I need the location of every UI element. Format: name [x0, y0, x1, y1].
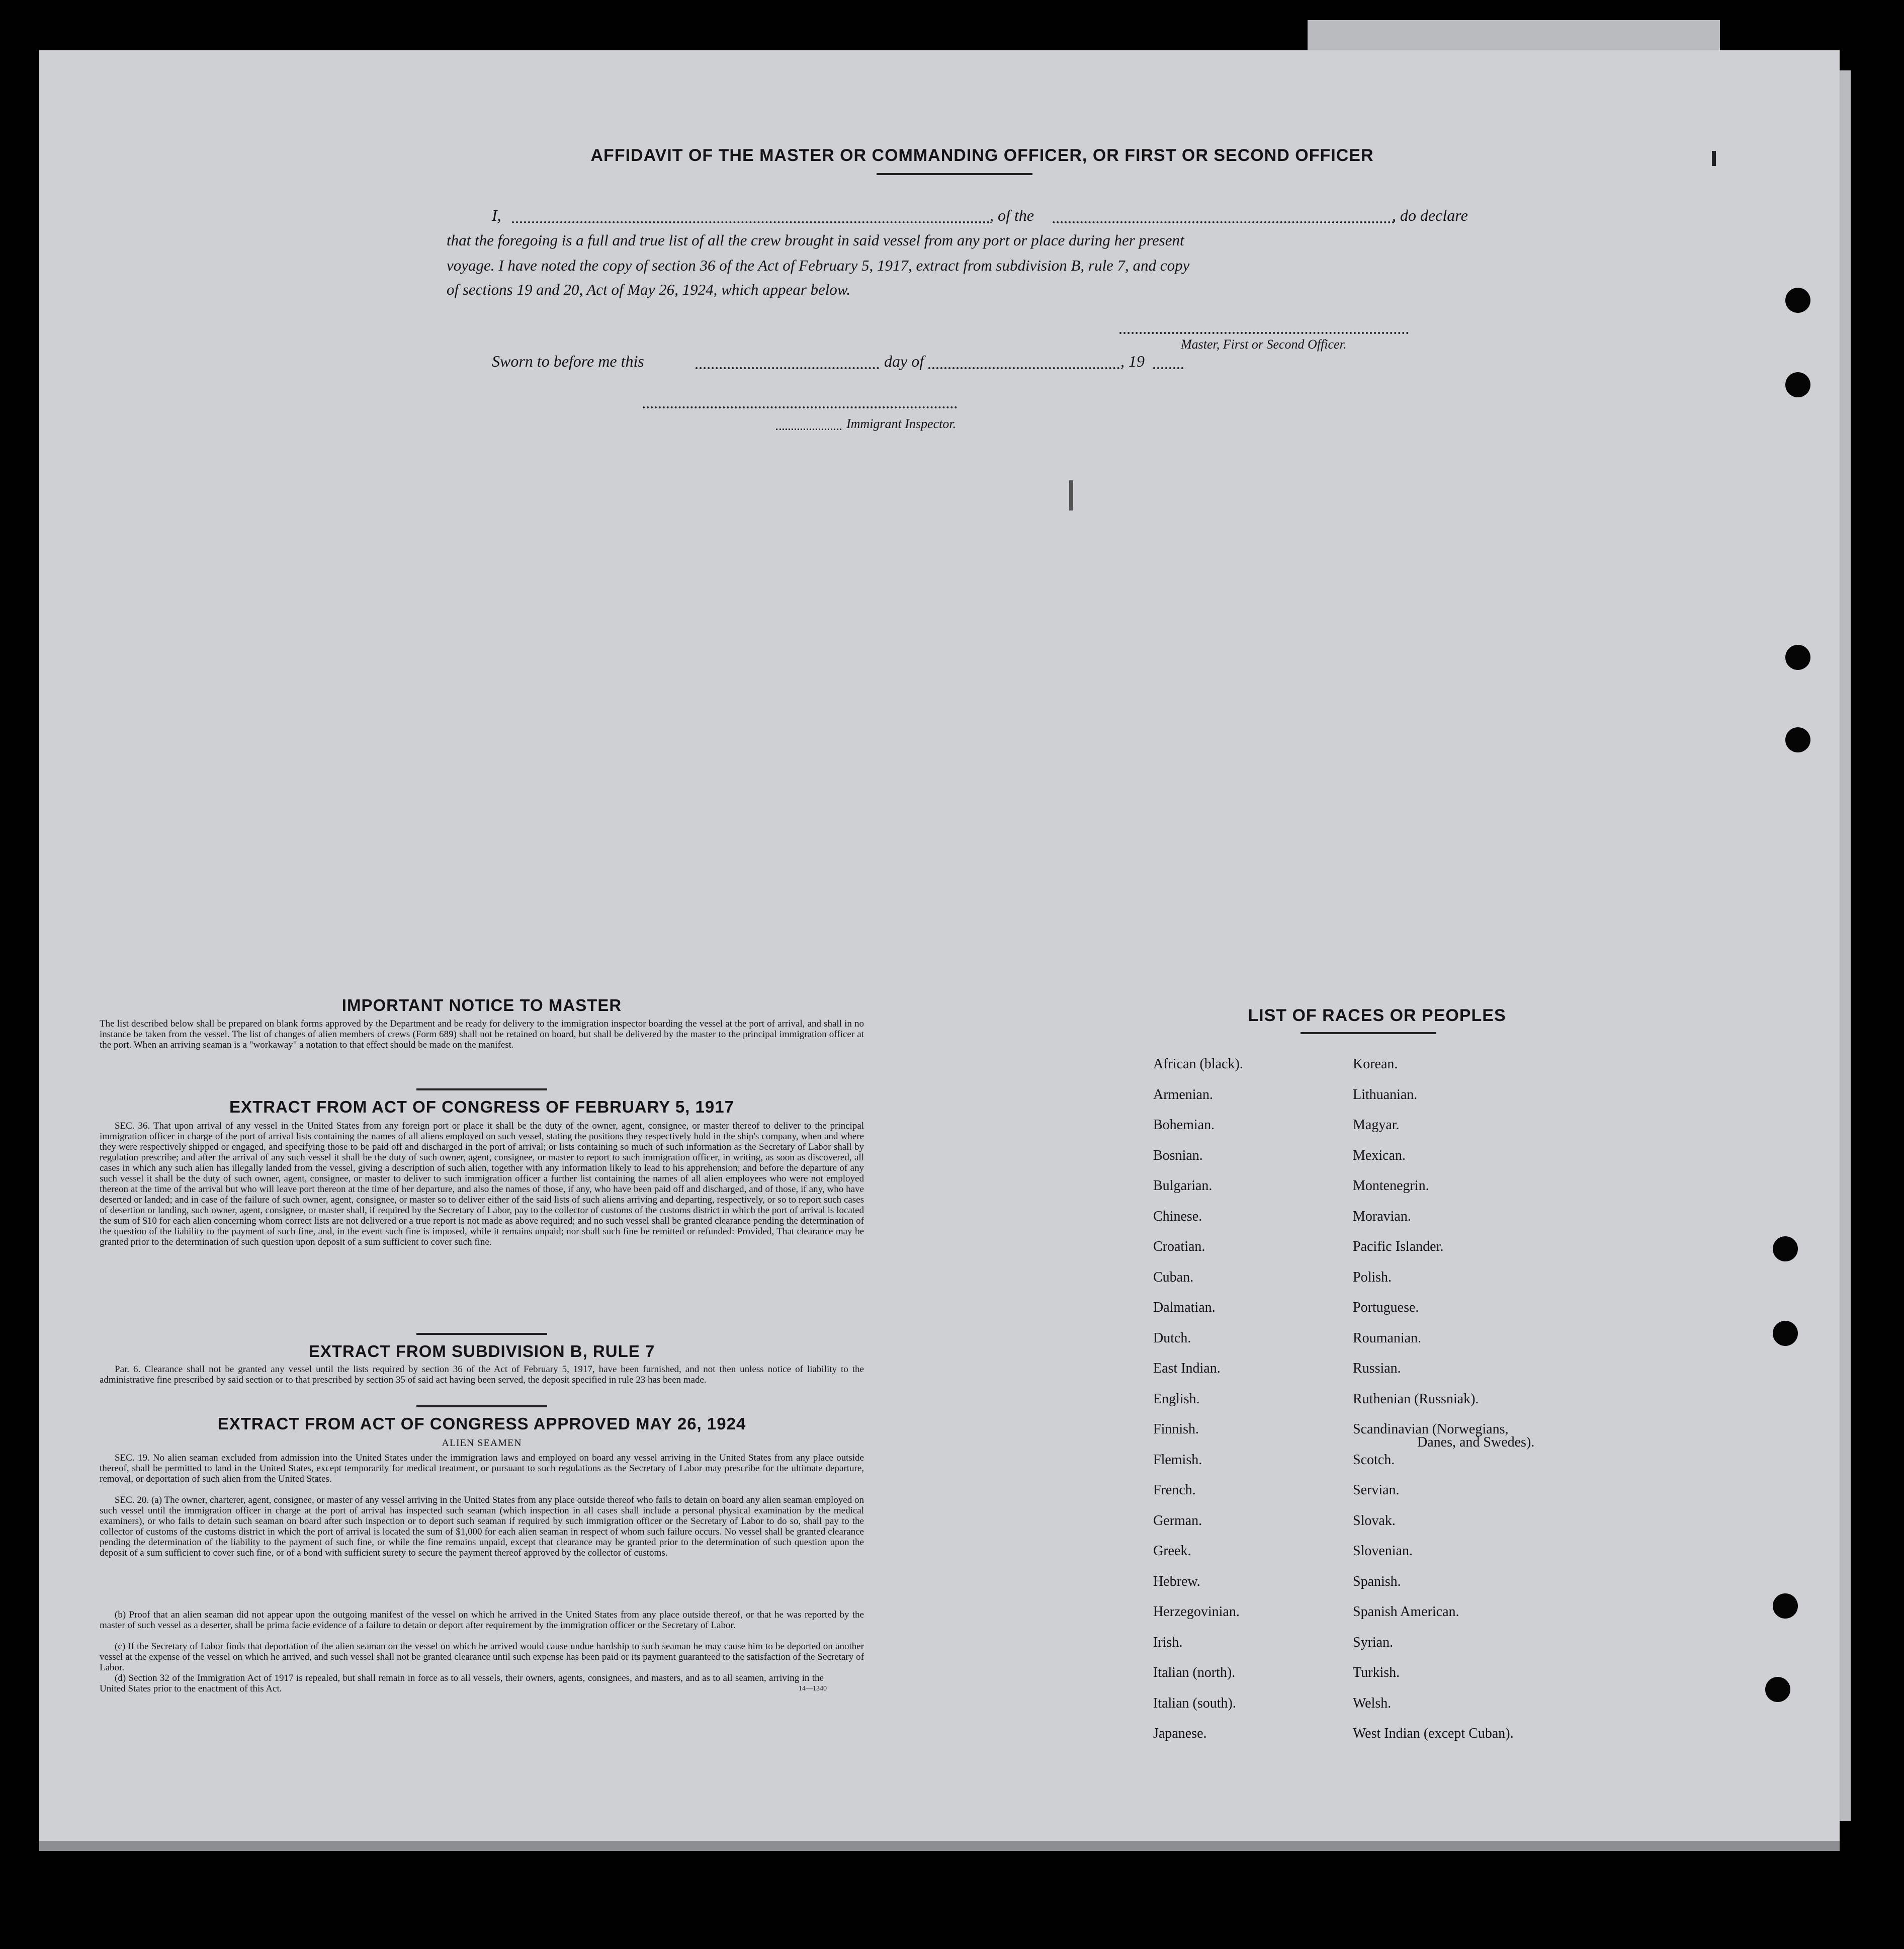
vessel-blank[interactable]: [1053, 221, 1395, 223]
races-title: LIST OF RACES OR PEOPLES: [1248, 1006, 1506, 1025]
affidavit-of-the: , of the: [990, 206, 1034, 224]
race-entry: Chinese.: [1153, 1208, 1202, 1224]
sworn-day-blank[interactable]: [696, 367, 879, 369]
race-entry: Pacific Islander.: [1353, 1239, 1444, 1254]
extract-1917-rule: [416, 1333, 547, 1335]
race-entry: German.: [1153, 1512, 1202, 1529]
extract-1924-sec20d: (d) Section 32 of the Immigration Act of 1917 is repealed, but shall remain in force as to all vessels, their owners, agents, consignees, and masters, and as to all seamen, arriving in the United States prior to the enactment of this Act.: [100, 1673, 824, 1694]
race-entry: Irish.: [1153, 1634, 1183, 1650]
race-entry: West Indian (except Cuban).: [1353, 1726, 1514, 1741]
race-entry: Slovenian.: [1353, 1543, 1413, 1559]
race-entry: Mexican.: [1353, 1147, 1406, 1163]
year-prefix: , 19: [1120, 352, 1145, 370]
sworn-year-blank[interactable]: [1153, 367, 1183, 369]
rule7-title: EXTRACT FROM SUBDIVISION B, RULE 7: [308, 1342, 655, 1361]
race-entry: Lithuanian.: [1353, 1086, 1418, 1103]
race-entry: Moravian.: [1353, 1208, 1411, 1224]
race-entry: Scotch.: [1353, 1452, 1395, 1468]
extract-1924-sec20a: SEC. 20. (a) The owner, charterer, agent, consignee, or master of any vessel arriving in the United States from any place outside thereof who fails to detain on board any alien seaman employed on such vessel until the immigration officer in charge at the port of arrival has inspected such seaman (which inspection in all cases shall include a personal physical examination by the medical examiners), or who fails to detain such seaman on board after such inspection or to deport such seaman if required by such immigration officer or the Secretary of Labor to do so, shall pay to the collector of customs of the customs district in which the port of arrival is located the sum of $1,000 for each alien seaman in respect of whom such failure occurs. No vessel shall be granted clearance pending the determination of the liability to the payment of such fine, or while the fine remains unpaid, except that clearance may be granted prior to the determination of such question upon the deposit of a sum sufficient to cover such fine, or of a bond with sufficient surety to secure the payment thereof approved by the collector of customs.: [100, 1495, 864, 1558]
extract-1924-sec20b: (b) Proof that an alien seaman did not appear upon the outgoing manifest of the vessel on which he arrived in the United States from any place outside thereof, or that he was reported by the master of such vessel as a deserter, shall be prima facie evidence of a failure to detain or deport after requirement by the immigration officer or the Secretary of Labor.: [100, 1609, 864, 1631]
race-entry: Slovak.: [1353, 1512, 1396, 1529]
affidavit-body-line2: voyage. I have noted the copy of section 36 of the Act of February 5, 1917, extract from subdivision B, rule 7, and copy: [447, 257, 1190, 274]
punch-hole: [1785, 288, 1810, 313]
notice-rule: [416, 1088, 547, 1090]
affidavit-title-rule: [877, 173, 1032, 175]
race-entry: Ruthenian (Russniak).: [1353, 1391, 1479, 1407]
underlying-page-top: [1308, 20, 1720, 50]
document-page: [39, 50, 1840, 1841]
notice-text: The list described below shall be prepared on blank forms approved by the Department and be ready for delivery to the immigration inspector boarding the vessel at the port of arrival, and shall in no instance be taken from the vessel. The list of changes of alien members of crews (Form 689) shall not be retained on board, but shall be delivered by the master to the principal immigration officer at the port. When an arriving seaman is a "workaway" a notation to that effect should be made on the manifest.: [100, 1019, 864, 1050]
race-entry: Magyar.: [1353, 1117, 1400, 1133]
race-entry: Croatian.: [1153, 1239, 1205, 1254]
corner-mark: [1712, 151, 1716, 166]
race-entry: Syrian.: [1353, 1634, 1394, 1650]
sworn-month-blank[interactable]: [928, 367, 1119, 369]
race-entry: Spanish American.: [1353, 1604, 1459, 1620]
ink-smudge: [1069, 480, 1073, 511]
underlying-page-bottom: [39, 1841, 1840, 1851]
master-signature-caption: Master, First or Second Officer.: [1181, 337, 1347, 352]
race-entry: Danes, and Swedes).: [1417, 1434, 1535, 1450]
affidavit-line-i: I,: [492, 206, 501, 224]
extract-1917-title: EXTRACT FROM ACT OF CONGRESS OF FEBRUARY 5, 1917: [229, 1097, 734, 1116]
underlying-page-right: [1840, 70, 1851, 1821]
punch-hole: [1785, 727, 1810, 752]
rule7-rule: [416, 1405, 547, 1407]
rule7-text: Par. 6. Clearance shall not be granted any vessel until the lists required by section 36 of the Act of February 5, 1917, have been furnished, and not then unless notice of liability to the administrative fine prescribed by said section or to that prescribed by section 35 of said act having been served, the deposit specified in rule 23 has been made.: [100, 1364, 864, 1385]
inspector-caption-leader: [776, 429, 841, 430]
extract-1924-sec19: SEC. 19. No alien seaman excluded from admission into the United States under the immigration laws and employed on board any vessel arriving in the United States from any place outside thereof, shall be permitted to land in the United States, except temporarily for medical treatment, or pursuant to such regulations as the Secretary of Labor may prescribe for the ultimate departure, removal, or deportation of such alien from the United States.: [100, 1453, 864, 1484]
race-entry: Portuguese.: [1353, 1300, 1419, 1315]
sworn-text: Sworn to before me this: [492, 352, 644, 370]
race-entry: Italian (north).: [1153, 1665, 1236, 1680]
race-entry: Dutch.: [1153, 1330, 1191, 1346]
race-entry: Bosnian.: [1153, 1147, 1203, 1163]
race-entry: Armenian.: [1153, 1086, 1213, 1103]
race-entry: Cuban.: [1153, 1269, 1194, 1285]
race-entry: Dalmatian.: [1153, 1300, 1216, 1315]
race-entry: Welsh.: [1353, 1695, 1392, 1711]
race-entry: Japanese.: [1153, 1726, 1207, 1741]
race-entry: African (black).: [1153, 1056, 1243, 1072]
race-entry: Greek.: [1153, 1543, 1191, 1559]
affidavit-body-line1: that the foregoing is a full and true list of all the crew brought in said vessel from any port or place during her present: [447, 231, 1184, 249]
race-entry: Russian.: [1353, 1361, 1401, 1376]
inspector-signature-line[interactable]: [643, 406, 957, 408]
punch-hole: [1765, 1677, 1790, 1702]
race-entry: Bohemian.: [1153, 1117, 1215, 1133]
race-entry: Scandinavian (Norwegians,: [1353, 1421, 1509, 1437]
race-entry: Servian.: [1353, 1482, 1400, 1498]
punch-hole: [1773, 1321, 1798, 1346]
race-entry: Finnish.: [1153, 1421, 1199, 1437]
race-entry: Polish.: [1353, 1269, 1392, 1285]
race-entry: Roumanian.: [1353, 1330, 1422, 1346]
race-entry: Montenegrin.: [1353, 1178, 1429, 1194]
master-signature-line[interactable]: [1119, 332, 1409, 334]
affidavit-body-line3: of sections 19 and 20, Act of May 26, 1924, which appear below.: [447, 281, 851, 298]
day-of-text: day of: [884, 352, 924, 370]
form-number: 14—1340: [799, 1685, 827, 1692]
races-title-rule: [1301, 1032, 1436, 1034]
race-entry: English.: [1153, 1391, 1200, 1407]
inspector-caption: Immigrant Inspector.: [846, 416, 957, 431]
race-entry: Korean.: [1353, 1056, 1398, 1072]
extract-1924-title: EXTRACT FROM ACT OF CONGRESS APPROVED MAY 26, 1924: [217, 1414, 746, 1433]
affidavit-title: AFFIDAVIT OF THE MASTER OR COMMANDING OFFICER, OR FIRST OR SECOND OFFICER: [590, 146, 1374, 165]
race-entry: Herzegovinian.: [1153, 1604, 1240, 1620]
punch-hole: [1773, 1593, 1798, 1619]
extract-1924-subtitle: ALIEN SEAMEN: [442, 1437, 522, 1449]
race-entry: Italian (south).: [1153, 1695, 1236, 1711]
punch-hole: [1785, 372, 1810, 397]
extract-1917-text: SEC. 36. That upon arrival of any vessel in the United States from any foreign port or place it shall be the duty of the owner, agent, consignee, or master thereof to deliver to the principal immigration officer in charge of the port of arrival lists containing the names of all aliens employed on such vessel, stating the positions they respectively hold in the ship's company, when and where they were respectively shipped or engaged, and specifying those to be paid off and discharged in the port of arrival; or lists containing so much of such information as the Secretary of Labor shall by regulation prescribe; and after the arrival of any such vessel it shall be the duty of such owner, agent, consignee, or master to report to such immigration officer, in writing, as soon as discovered, all cases in which any such alien has illegally landed from the vessel, giving a description of such alien, together with any information likely to lead to his apprehension; and before the departure of any such vessel it shall be the duty of such owner, agent, consignee, or master to deliver to such immigration officer a further list containing the names of all alien employees who were not employed thereon at the time of the arrival but who will leave port thereon at the time of her departure, and also the names of those, if any, who have been paid off and discharged, and of those, if any, who have deserted or landed; and in case of the failure of such owner, agent, consignee, or master so to deliver either of the said lists of such aliens arriving and departing, respectively, or so to report such cases of desertion or landing, such owner, agent, consignee, or master shall, if required by the Secretary of Labor, pay to the collector of customs of the customs district in which the port of arrival is located the sum of $10 for each alien concerning whom correct lists are not delivered or a true report is not made as above required; and no such vessel shall be granted clearance pending the determination of the question of the liability to the payment of such fine, and, in the event such fine is imposed, while it remains unpaid; nor shall such fine be remitted or refunded: Provided, That clearance may be granted prior to the determination of such question upon deposit of a sum sufficient to cover such fine.: [100, 1121, 864, 1247]
punch-hole: [1785, 645, 1810, 670]
race-entry: Hebrew.: [1153, 1573, 1200, 1589]
punch-hole: [1773, 1236, 1798, 1261]
name-blank[interactable]: [512, 221, 990, 223]
race-entry: Turkish.: [1353, 1665, 1400, 1680]
race-entry: East Indian.: [1153, 1361, 1221, 1376]
notice-title: IMPORTANT NOTICE TO MASTER: [341, 996, 622, 1014]
race-entry: Bulgarian.: [1153, 1178, 1213, 1194]
race-entry: Spanish.: [1353, 1573, 1401, 1589]
race-entry: Flemish.: [1153, 1452, 1202, 1468]
affidavit-do-declare: , do declare: [1392, 206, 1468, 224]
race-entry: French.: [1153, 1482, 1196, 1498]
extract-1924-sec20c: (c) If the Secretary of Labor finds that deportation of the alien seaman on the vessel on which he arrived would cause undue hardship to such seaman he may cause him to be deported on another vessel at the expense of the vessel on which he arrived, and such vessel shall not be granted clearance until such expense has been paid or its payment guaranteed to the satisfaction of the Secretary of Labor.: [100, 1641, 864, 1673]
